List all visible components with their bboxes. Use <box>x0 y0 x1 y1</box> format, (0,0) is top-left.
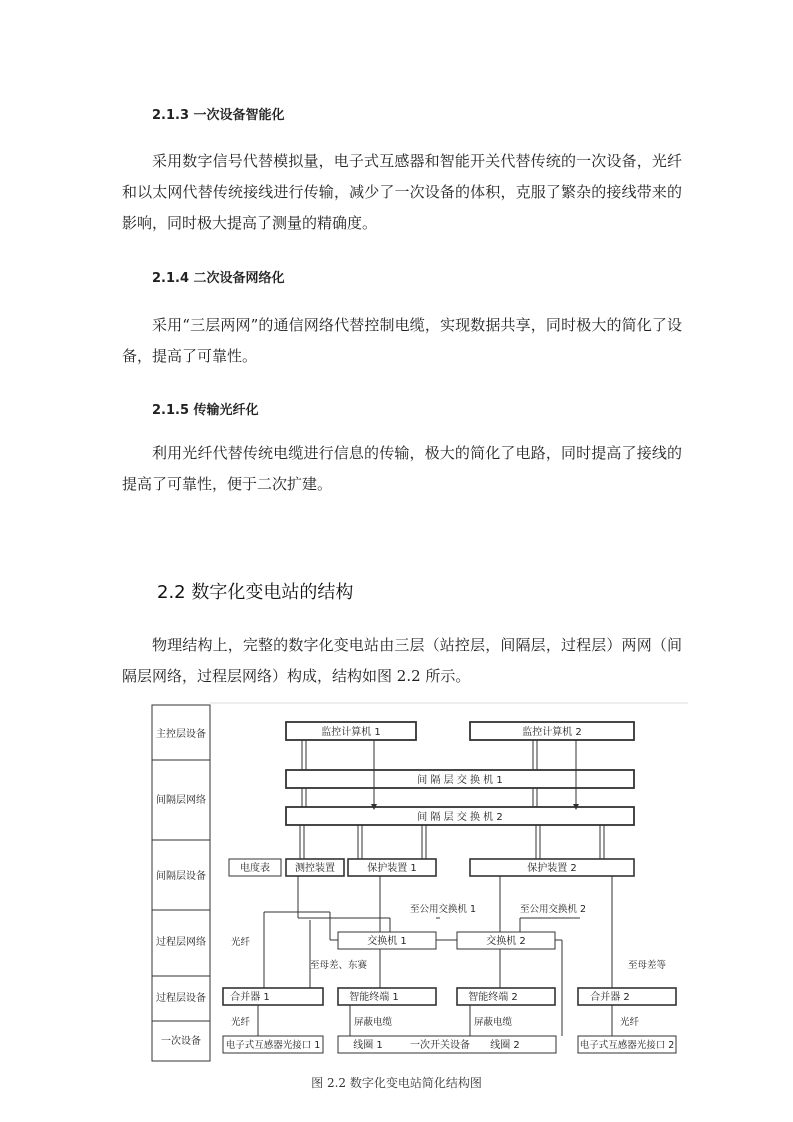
layer-label-bay-network: 间隔层网络 <box>156 795 206 806</box>
layer-label-process-devices: 过程层设备 <box>156 993 206 1004</box>
smart-terminal-2: 智能终端 2 <box>468 992 518 1003</box>
monitor-computer-2: 监控计算机 2 <box>522 727 582 738</box>
section-2-1-5-heading: 2.1.5 传输光纤化 <box>152 403 259 418</box>
section-2-1-3-paragraph: 采用数字信号代替模拟量，电子式互感器和智能开关代替传统的一次设备，光纤和以太网代替传统接线进行传输，减少了一次设备的体积，克服了繁杂的接线带来的影响，同时极大提高了测量的精确度。 <box>122 152 682 232</box>
primary-switchgear: 一次开关设备 <box>410 1040 470 1051</box>
smart-terminal-1: 智能终端 1 <box>349 992 399 1003</box>
section-2-1-4-paragraph: 采用“三层两网”的通信网络代替控制电缆，实现数据共享，同时极大的简化了设备，提高了可靠性。 <box>122 316 682 365</box>
figure-caption: 图 2.2 数字化变电站简化结构图 <box>311 1076 482 1090</box>
switch-2: 交换机 2 <box>486 936 526 947</box>
section-2-2-paragraph: 物理结构上，完整的数字化变电站由三层（站控层，间隔层，过程层）两网（间隔层网络，过程层网络）构成，结构如图 2.2 所示。 <box>122 636 682 685</box>
merging-unit-2: 合并器 2 <box>590 992 630 1003</box>
to-public-switch-2-label: 至公用交换机 2 <box>520 904 587 915</box>
bay-switch-1: 间 隔 层 交 换 机 1 <box>417 775 503 786</box>
to-bus-diff-label-2: 至母差等 <box>628 960 667 971</box>
fiber-label-left: 光纤 <box>231 937 251 948</box>
fiber-label-bottom-right: 光纤 <box>620 1017 640 1028</box>
bay-switch-2: 间 隔 层 交 换 机 2 <box>417 812 503 823</box>
section-2-1-3-heading: 2.1.3 一次设备智能化 <box>152 108 285 123</box>
section-2-1-4-heading: 2.1.4 二次设备网络化 <box>152 271 285 286</box>
shield-cable-label-2: 屏蔽电缆 <box>474 1017 513 1028</box>
merging-unit-1: 合并器 1 <box>230 992 270 1003</box>
layer-label-primary-devices: 一次设备 <box>161 1036 201 1047</box>
coil-1: 线圈 1 <box>353 1040 383 1051</box>
energy-meter: 电度表 <box>240 863 270 874</box>
protection-device-1: 保护装置 1 <box>367 863 417 874</box>
section-2-2-heading: 2.2 数字化变电站的结构 <box>157 582 354 603</box>
to-public-switch-1-label: 至公用交换机 1 <box>410 904 477 915</box>
shield-cable-label-1: 屏蔽电缆 <box>354 1017 393 1028</box>
layer-label-bay-devices: 间隔层设备 <box>156 871 206 882</box>
switch-1: 交换机 1 <box>367 936 407 947</box>
measure-control-device: 测控装置 <box>295 863 335 874</box>
protection-device-2: 保护装置 2 <box>527 863 577 874</box>
layer-label-station: 主控层设备 <box>156 729 206 740</box>
to-bus-diff-label: 至母差、东赛 <box>310 960 368 971</box>
fiber-label-bottom-left: 光纤 <box>231 1017 251 1028</box>
coil-2: 线圈 2 <box>490 1040 520 1051</box>
layer-label-process-network: 过程层网络 <box>156 937 206 948</box>
monitor-computer-1: 监控计算机 1 <box>321 727 381 738</box>
section-2-1-5-paragraph: 利用光纤代替传统电缆进行信息的传输，极大的简化了电路，同时提高了接线的提高了可靠性，便于二次扩建。 <box>122 444 682 493</box>
electronic-transformer-port-2: 电子式互感器光接口 2 <box>579 1040 675 1051</box>
electronic-transformer-port-1: 电子式互感器光接口 1 <box>225 1040 321 1051</box>
